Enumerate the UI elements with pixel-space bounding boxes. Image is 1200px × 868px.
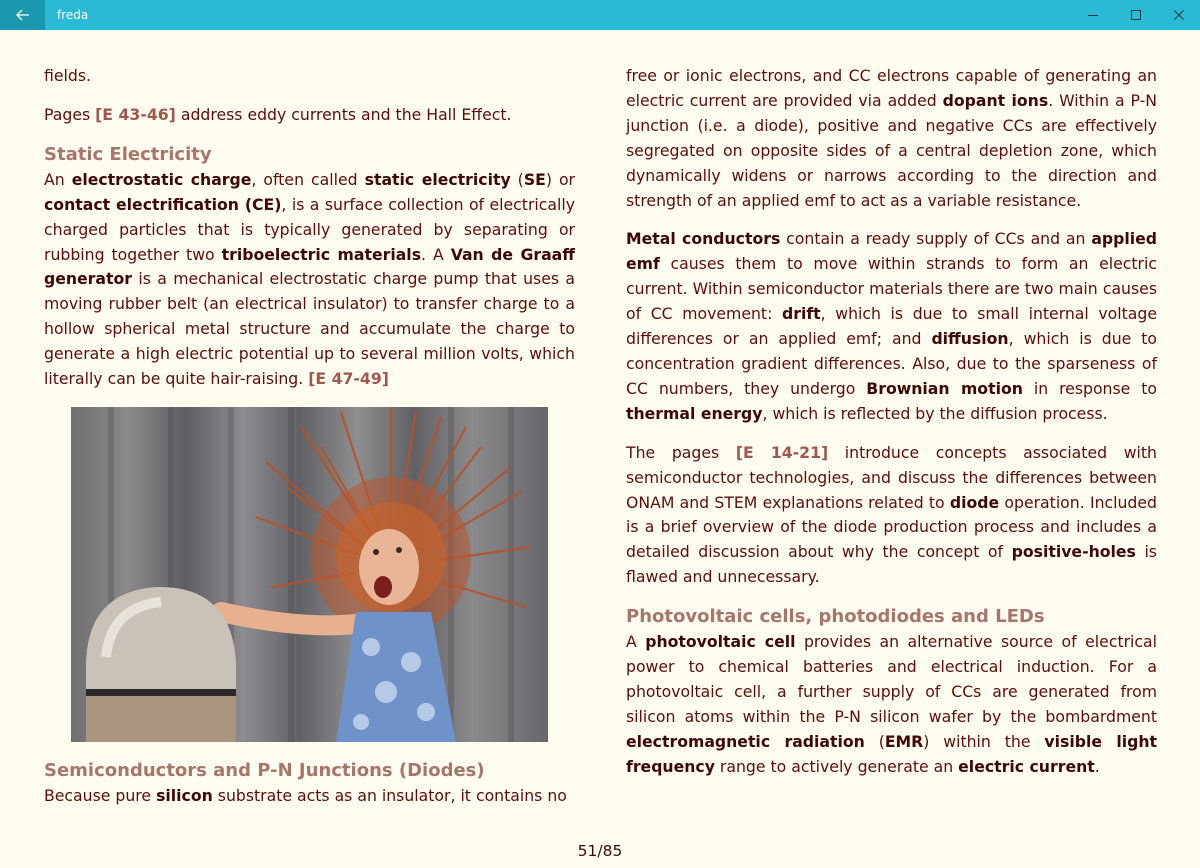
close-button[interactable] <box>1156 0 1200 30</box>
arrow-left-icon <box>16 9 30 21</box>
paragraph-metal-conductors: Metal conductors contain a ready supply of CCs and an applied emf causes them to move within strands to form an electric current. Within semiconductor materials there are two main causes of CC movement: drift, which is due to small internal voltage differences or an applied emf; and diffusion, which is due to concentration gradient differences. Also, due to the sparseness of CC numbers, they undergo Brownian motion in response to thermal energy, which is reflected by the diffusion process. <box>626 229 1158 423</box>
left-column <box>44 64 575 809</box>
page-number: 51/85 <box>577 842 623 860</box>
close-icon <box>1173 9 1185 21</box>
paragraph-photovoltaic: A photovoltaic cell provides an alternative source of electrical power to chemical batteries and electrical induction. For a photovoltaic cell, a further supply of CCs are generated from silicon atoms within the P-N silicon wafer by the bombardment electromagnetic radiation (EMR) within the visible light frequency range to actively generate an electric current. <box>626 632 1158 776</box>
paragraph-silicon: Because pure silicon substrate acts as an insulator, it contains no <box>44 785 567 805</box>
app-title: freda <box>57 8 89 22</box>
maximize-icon <box>1130 9 1142 21</box>
minimize-button[interactable] <box>1070 0 1115 30</box>
heading-static-electricity: Static Electricity <box>44 143 212 165</box>
van-de-graaff-photo <box>71 407 548 742</box>
paragraph-eddy-currents: Pages [E 43-46] address eddy currents and the Hall Effect. <box>44 104 512 124</box>
reference-link[interactable]: [E 47-49] <box>308 369 389 389</box>
paragraph-diode-pages: The pages [E 14-21] introduce concepts associated with semiconductor technologies, and discuss the differences between ONAM and STEM explanations related to diode operation. Included is a brief overview of the diode production process and includes a detailed discussion about why the concept of positive-holes is flawed and unnecessary. <box>626 442 1158 587</box>
heading-photovoltaic: Photovoltaic cells, photodiodes and LEDs <box>626 606 1045 628</box>
paragraph-dopant-ions: free or ionic electrons, and CC electrons capable of generating an electric current are provided via added dopant ions. Within a P-N junction (i.e. a diode), positive and negative CCs are effectively segregated on opposite sides of a central depletion zone, which dynamically widens or narrows according to the direction and strength of an applied emf to act as a variable resistance. <box>626 66 1158 210</box>
minimize-icon <box>1087 9 1099 21</box>
reference-link[interactable]: [E 43-46] <box>95 104 176 124</box>
maximize-button[interactable] <box>1113 0 1158 30</box>
title-bar <box>0 0 1200 30</box>
heading-semiconductors: Semiconductors and P-N Junctions (Diodes) <box>44 759 485 781</box>
paragraph-fields: fields. <box>44 66 92 85</box>
right-column <box>626 64 1157 780</box>
paragraph-static-electricity: An electrostatic charge, often called static electricity (SE) or contact electrification (CE), is a surface collection of electrically charged particles that is typically generated by separating or rubbing together two triboelectric materials. A Van de Graaff generator is a mechanical electrostatic charge pump that uses a moving rubber belt (an electrical insulator) to transfer charge to a hollow spherical metal structure and accumulate the charge to generate a high electric potential up to several million volts, which literally can be quite hair-raising. [E 47-49] <box>44 169 576 389</box>
back-button[interactable] <box>0 0 45 30</box>
reference-link[interactable]: [E 14-21] <box>735 442 829 462</box>
